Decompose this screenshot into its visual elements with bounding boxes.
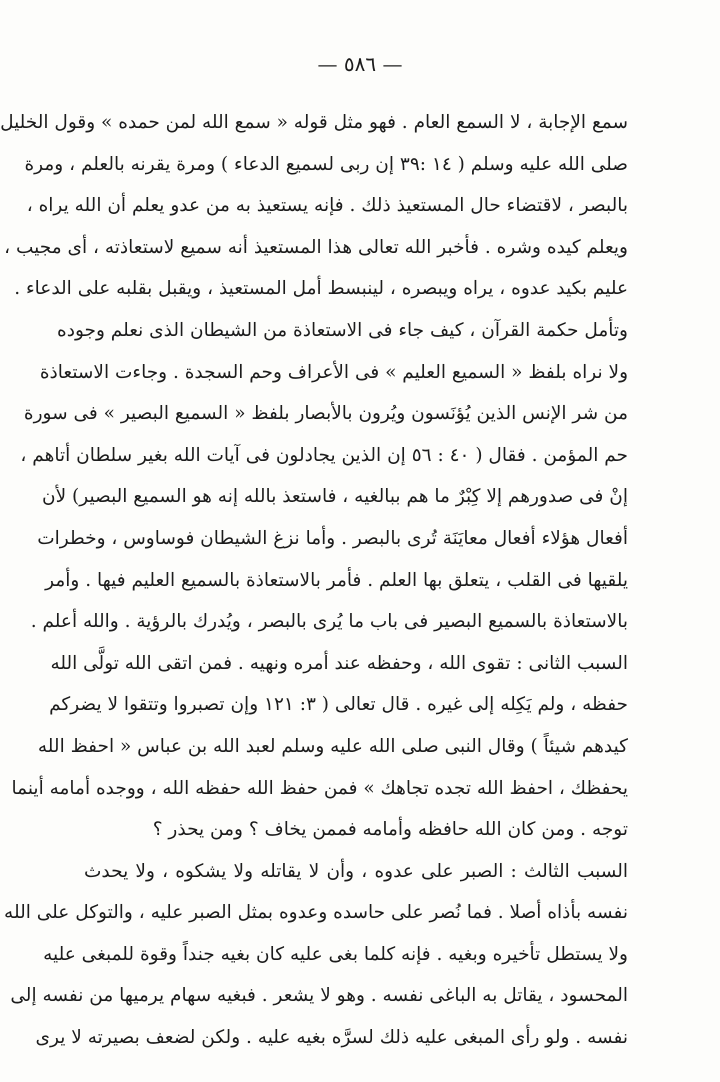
text-line: حم المؤمن . فقال ( ٤٠ : ٥٦ إن الذين يجادلون فى آيات الله بغير سلطان أتاهم ، <box>20 444 628 466</box>
text-line: بالاستعاذة بالسميع البصير فى باب ما يُرى بالبصر ، ويُدرك بالرؤية . والله أعلم . <box>30 611 628 633</box>
body-text <box>0 102 628 1059</box>
page-number: — ٥٨٦ — <box>317 52 403 76</box>
text-line: أفعال هؤلاء أفعال معايَنَة تُرى بالبصر . وأما نزغ الشيطان فوساوس ، وخطرات <box>37 527 628 549</box>
text-line: السبب الثانى : تقوى الله ، وحفظه عند أمره ونهيه . فمن اتقى الله تولَّى الله <box>50 652 628 674</box>
text-line: المحسود ، يقاتل به الباغى نفسه . وهو لا يشعر . فبغيه سهام يرميها من نفسه إلى <box>10 985 628 1007</box>
text-line: يلقيها فى القلب ، يتعلق بها العلم . فأمر بالاستعاذة بالسميع العليم فيها . وأمر <box>45 569 628 591</box>
text-line: سمع الإجابة ، لا السمع العام . فهو مثل قوله « سمع الله لمن حمده » وقول الخليل <box>0 112 628 133</box>
text-line: من شر الإنس الذين يُؤنَسون ويُرون بالأبصار بلفظ « السميع البصير » فى سورة <box>23 403 628 425</box>
text-line: وتأمل حكمة القرآن ، كيف جاء فى الاستعاذة من الشيطان الذى نعلم وجوده <box>57 319 628 341</box>
text-line: ويعلم كيده وشره . فأخبر الله تعالى هذا المستعيذ أنه سميع لاستعاذته ، أى مجيب ، <box>4 236 628 258</box>
text-line: السبب الثالث : الصبر على عدوه ، وأن لا يقاتله ولا يشكوه ، ولا يحدث <box>84 860 628 882</box>
text-line: يحفظك ، احفظ الله تجده تجاهك » فمن حفظ الله حفظه الله ، ووجده أمامه أينما <box>11 777 628 799</box>
text-line: إنْ فى صدورهم إلا كِبْرٌ ما هم ببالغيه ، فاستعذ بالله إنه هو السميع البصير) لأن <box>42 486 628 508</box>
text-line: نفسه بأذاه أصلا . فما نُصر على حاسده وعدوه بمثل الصبر عليه ، والتوكل على الله <box>4 902 628 924</box>
text-line: ولا نراه بلفظ « السميع العليم » فى الأعراف وحم السجدة . وجاءت الاستعاذة <box>39 361 628 383</box>
text-line: صلى الله عليه وسلم ( ١٤ :٣٩ إن ربى لسميع الدعاء ) ومرة يقرنه بالعلم ، ومرة <box>24 153 628 175</box>
text-line: نفسه . ولو رأى المبغى عليه ذلك لسرَّه بغيه عليه . ولكن لضعف بصيرته لا يرى <box>35 1027 628 1049</box>
text-line: كيدهم شيئاً ) وقال النبى صلى الله عليه وسلم لعبد الله بن عباس « احفظ الله <box>37 735 628 757</box>
text-line: حفظه ، ولم يَكِله إلى غيره . قال تعالى ( ٣: ١٢١ وإن تصبروا وتتقوا لا يضركم <box>49 694 628 716</box>
text-line: عليم بكيد عدوه ، يراه ويبصره ، لينبسط أمل المستعيذ ، ويقبل بقلبه على الدعاء . <box>14 278 628 300</box>
text-line: توجه . ومن كان الله حافظه وأمامه فممن يخاف ؟ ومن يحذر ؟ <box>152 819 628 841</box>
text-line: بالبصر ، لاقتضاء حال المستعيذ ذلك . فإنه يستعيذ به من عدو يعلم أن الله يراه ، <box>26 195 628 217</box>
text-line: ولا يستطل تأخيره وبغيه . فإنه كلما بغى عليه كان بغيه جنداً وقوة للمبغى عليه <box>43 943 628 965</box>
